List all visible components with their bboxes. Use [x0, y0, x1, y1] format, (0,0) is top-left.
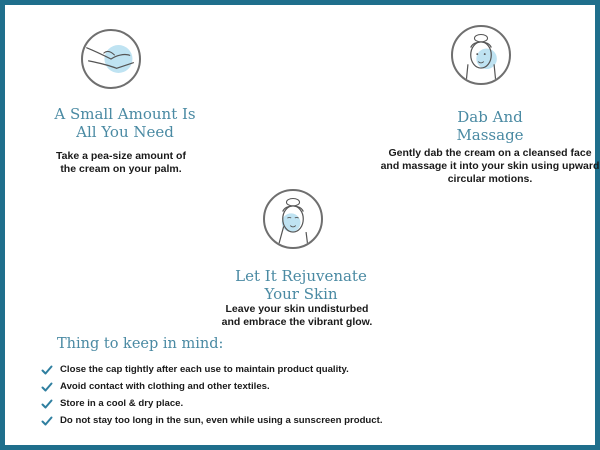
- step-description-small-amount: Take a pea-size amount of the cream on your palm.: [56, 150, 186, 175]
- note-text: Do not stay too long in the sun, even while using a sunscreen product.: [60, 415, 383, 426]
- step-title-dab-massage: Dab And Massage: [456, 108, 524, 144]
- step-description-dab-massage: Gently dab the cream on a cleansed face and massage it into your skin using upward circular motions.: [380, 147, 600, 185]
- list-item: [41, 361, 383, 378]
- checkmark-icon: [41, 364, 53, 376]
- list-item: [41, 378, 383, 395]
- list-item: [41, 412, 383, 429]
- notes-title: Thing to keep in mind:: [57, 336, 224, 352]
- face-massage-icon: [451, 25, 511, 85]
- note-text: Close the cap tightly after each use to maintain product quality.: [60, 364, 349, 375]
- checkmark-icon: [41, 415, 53, 427]
- step-description-rejuvenate: Leave your skin undisturbed and embrace the vibrant glow.: [221, 303, 373, 328]
- checkmark-icon: [41, 398, 53, 410]
- step-title-rejuvenate: Let It Rejuvenate Your Skin: [235, 267, 367, 303]
- face-glow-icon: [263, 189, 323, 249]
- hand-cream-icon: [81, 29, 141, 89]
- notes-list: [41, 361, 383, 429]
- note-text: Avoid contact with clothing and other textiles.: [60, 381, 270, 392]
- step-title-small-amount: A Small Amount Is All You Need: [54, 105, 196, 141]
- note-text: Store in a cool & dry place.: [60, 398, 184, 409]
- checkmark-icon: [41, 381, 53, 393]
- list-item: [41, 395, 383, 412]
